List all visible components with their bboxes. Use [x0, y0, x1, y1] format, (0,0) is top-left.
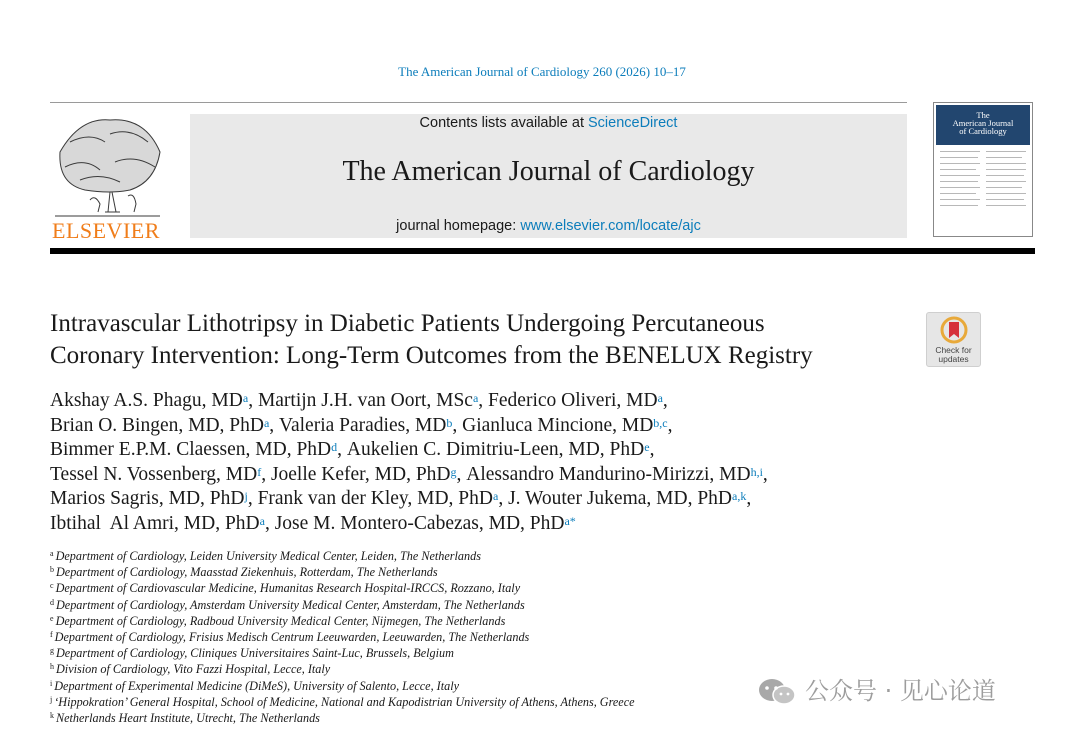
- paper-title-line2: Coronary Intervention: Long-Term Outcomes from the BENELUX Registry: [50, 342, 813, 369]
- author-affiliation-link[interactable]: g: [450, 464, 457, 479]
- author-affiliation-link[interactable]: b,c: [653, 415, 668, 430]
- author-affiliation-link[interactable]: d: [331, 440, 338, 454]
- cover-title-line2: American Journal: [952, 118, 1014, 128]
- header-thick-rule: [50, 248, 1035, 254]
- author: Brian O. Bingen, MD, PhD$^a$,: [50, 414, 280, 436]
- author-line-4: [50, 463, 950, 488]
- author: Aukelien C. Dimitriu-Leen, MD, PhD$^e$,: [346, 439, 655, 460]
- affiliation-item: $^g$ Department of Cardiology, Cliniques Universitaires Saint-Luc, Brussels, Belgium: [50, 646, 454, 661]
- paper-title: [50, 308, 920, 372]
- contents-line: [190, 114, 907, 132]
- author-affiliation-link[interactable]: a: [259, 513, 265, 528]
- affiliation-item: $^b$ Department of Cardiology, Maasstad Ziekenhuis, Rotterdam, The Netherlands: [50, 565, 438, 580]
- affiliation-item: $^a$ Department of Cardiology, Leiden University Medical Center, Leiden, The Netherlands: [50, 549, 481, 563]
- author: Martijn J.H. van Oort, MSc$^a$,: [257, 390, 489, 411]
- corresponding-author: Jose M. Montero-Cabezas, MD, PhD$^{a*}$: [274, 512, 576, 534]
- author: Frank van der Kley, MD, PhD$^a$,: [257, 488, 509, 509]
- author-affiliation-link[interactable]: b: [446, 415, 453, 430]
- author-line-3: [50, 438, 950, 463]
- homepage-line: [190, 218, 907, 234]
- affiliation-item: $^d$ Department of Cardiology, Amsterdam University Medical Center, Amsterdam, The Netherlands: [50, 597, 525, 612]
- author-affiliation-link[interactable]: a*: [564, 513, 576, 528]
- elsevier-wordmark: ELSEVIER: [52, 218, 160, 243]
- journal-title: The American Journal of Cardiology: [342, 156, 755, 187]
- author-line-6: [50, 512, 950, 537]
- sciencedirect-link[interactable]: ScienceDirect: [588, 115, 678, 131]
- affiliation-item: $^i$ Department of Experimental Medicine (DiMeS), University of Salento, Lecce, Italy: [50, 678, 460, 693]
- cover-title-line3: of Cardiology: [959, 126, 1007, 136]
- author-affiliation-link[interactable]: j: [244, 489, 248, 503]
- affiliation-item: $^h$ Division of Cardiology, Vito Fazzi Hospital, Lecce, Italy: [50, 662, 331, 677]
- affiliation-item: $^e$ Department of Cardiology, Radboud University Medical Center, Nijmegen, The Netherlands: [50, 613, 506, 628]
- affiliation-item: $^j$ ‘Hippokration’ General Hospital, School of Medicine, National and Kapodistrian University of Athens, Athens, Greece: [50, 694, 635, 709]
- author: Akshay A.S. Phagu, $MD^a$,: [50, 390, 258, 411]
- watermark-text: 公众号 · 见心论道: [805, 677, 996, 705]
- author: Valeria Paradies, $MD^b$,: [279, 414, 463, 436]
- journal-banner: [190, 114, 907, 238]
- journal-citation-link[interactable]: The American Journal of Cardiology 260 (2026) 10–17: [398, 64, 686, 79]
- author: Bimmer E.P.M. Claessen, MD, PhD$^d$,: [50, 439, 347, 460]
- affiliation-item: $^c$ Department of Cardiovascular Medicine, Humanitas Research Hospital-IRCCS, Rozzano, Italy: [50, 581, 521, 596]
- author-line-5: [50, 487, 950, 512]
- check-for-updates-button[interactable]: [926, 312, 981, 367]
- author-list: [50, 389, 950, 536]
- author-affiliation-link[interactable]: f: [257, 464, 262, 479]
- cover-title-line1: The: [976, 110, 990, 120]
- author-affiliation-link[interactable]: a: [242, 391, 249, 405]
- author: Federico Oliveri, $MD^a$,: [488, 390, 668, 411]
- bookmark-icon: [939, 316, 969, 346]
- author-affiliation-link[interactable]: a: [492, 489, 499, 503]
- author: Marios Sagris, MD, PhD$^j$,: [50, 488, 258, 509]
- journal-homepage-link[interactable]: www.elsevier.com/locate/ajc: [520, 218, 701, 234]
- journal-cover-thumbnail[interactable]: [933, 102, 1033, 237]
- author-affiliation-link[interactable]: a: [657, 391, 663, 405]
- author-affiliation-link[interactable]: a: [263, 415, 270, 430]
- check-for-updates-label: Check for updates: [935, 345, 972, 364]
- author-affiliation-link[interactable]: a: [472, 391, 479, 405]
- author: Joelle Kefer, MD, PhD$^g$,: [270, 463, 467, 485]
- author: Tessel N. Vossenberg, $MD^f$,: [50, 463, 271, 485]
- author-affiliation-link[interactable]: a,k: [732, 489, 747, 503]
- author: Ibtihal Al Amri, MD, PhD$^a$,: [50, 512, 275, 534]
- affiliation-item: $^k$ Netherlands Heart Institute, Utrecht, The Netherlands: [50, 711, 320, 726]
- wechat-icon: [757, 677, 797, 707]
- paper-title-line1: Intravascular Lithotripsy in Diabetic Patients Undergoing Percutaneous: [50, 310, 765, 337]
- cover-masthead: [936, 105, 1030, 145]
- author-affiliation-link[interactable]: e: [644, 440, 650, 454]
- contents-prefix: Contents lists available at: [419, 115, 588, 131]
- header-rule: [50, 102, 907, 103]
- author-line-1: [50, 389, 950, 414]
- homepage-prefix: journal homepage:: [396, 218, 521, 234]
- affiliation-list: [50, 548, 750, 726]
- author: Alessandro Mandurino-Mirizzi, MD$^{h,i}$,: [466, 463, 768, 485]
- author: Gianluca Mincione, MD$^{b,c}$,: [462, 414, 673, 436]
- author: J. Wouter Jukema, MD, PhD$^{a,k}$,: [508, 488, 752, 509]
- author-affiliation-link[interactable]: h,i: [750, 464, 763, 479]
- affiliation-item: $^f$ Department of Cardiology, Frisius Medisch Centrum Leeuwarden, Leeuwarden, The Netherlands: [50, 630, 530, 645]
- author-line-2: [50, 414, 950, 439]
